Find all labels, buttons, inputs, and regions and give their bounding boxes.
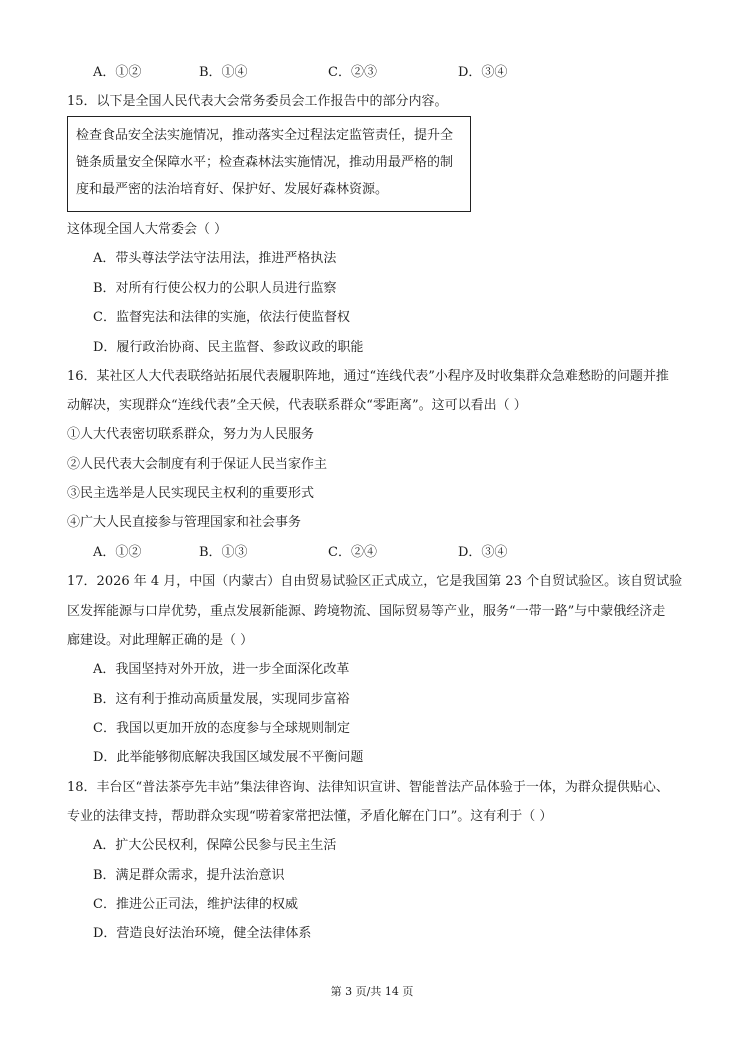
q15-quote-box xyxy=(67,116,471,212)
q15-option-a: A．带头尊法学法守法用法，推进严格执法 xyxy=(93,251,337,266)
q15-box-line: 检查食品安全法实施情况，推动落实全过程法定监管责任，提升全 xyxy=(76,128,454,143)
page-footer: 第 3 页/共 14 页 xyxy=(330,985,414,998)
q15-box-line: 链条质量安全保障水平；检查森林法实施情况，推动用最严格的制 xyxy=(76,155,454,170)
q14-option-b: B．①④ xyxy=(199,65,248,80)
q17-stem-line: 廊建设。对此理解正确的是（ ） xyxy=(67,633,254,648)
q16-statement-3: ③民主选举是人民实现民主权利的重要形式 xyxy=(67,486,315,501)
q16-statement-2: ②人民代表大会制度有利于保证人民当家作主 xyxy=(67,457,328,472)
q14-option-c: C．②③ xyxy=(328,65,377,80)
q18-stem-line: 专业的法律支持，帮助群众实现“唠着家常把法懂，矛盾化解在门口”。这有利于（ ） xyxy=(67,809,553,824)
q16-option-b: B．①③ xyxy=(199,545,248,560)
q16-statement-4: ④广大人民直接参与管理国家和社会事务 xyxy=(67,515,302,530)
q16-option-d: D．③④ xyxy=(458,545,508,560)
q16-statement-1: ①人大代表密切联系群众，努力为人民服务 xyxy=(67,427,315,442)
q16-stem-line: 动解决，实现群众“连线代表”全天候，代表联系群众“零距离”。这可以看出（ ） xyxy=(67,398,527,413)
q14-option-a: A．①② xyxy=(93,65,142,80)
q17-option-d: D．此举能够彻底解决我国区域发展不平衡问题 xyxy=(93,750,364,765)
q17-option-a: A．我国坚持对外开放，进一步全面深化改革 xyxy=(93,662,350,677)
q14-option-d: D．③④ xyxy=(458,65,508,80)
q15-option-c: C．监督宪法和法律的实施，依法行使监督权 xyxy=(93,310,350,325)
q18-option-c: C．推进公正司法，维护法律的权威 xyxy=(93,897,298,912)
q15-option-b: B．对所有行使公权力的公职人员进行监察 xyxy=(93,281,337,296)
q18-option-b: B．满足群众需求，提升法治意识 xyxy=(93,868,285,883)
q15-option-d: D．履行政治协商、民主监督、参政议政的职能 xyxy=(93,340,364,355)
q15-stem: 15．以下是全国人民代表大会常务委员会工作报告中的部分内容。 xyxy=(67,94,448,109)
q18-option-d: D．营造良好法治环境，健全法律体系 xyxy=(93,926,312,941)
q15-box-line: 度和最严密的法治培育好、保护好、发展好森林资源。 xyxy=(76,182,389,197)
q18-option-a: A．扩大公民权利，保障公民参与民主生活 xyxy=(93,838,337,853)
q17-option-c: C．我国以更加开放的态度参与全球规则制定 xyxy=(93,721,350,736)
q17-option-b: B．这有利于推动高质量发展，实现同步富裕 xyxy=(93,692,350,707)
q16-stem-line: 16．某社区人大代表联络站拓展代表履职阵地，通过“连线代表”小程序及时收集群众急难愁盼的问题并推 xyxy=(67,369,669,384)
q17-stem-line: 17．2026 年 4 月，中国（内蒙古）自由贸易试验区正式成立，它是我国第 23 个自贸试验区。该自贸试验 xyxy=(67,574,683,589)
q16-option-c: C．②④ xyxy=(328,545,377,560)
q16-option-a: A．①② xyxy=(93,545,142,560)
q18-stem-line: 18．丰台区“普法茶亭先丰站”集法律咨询、法律知识宣讲、智能普法产品体验于一体，为群众提供贴心、 xyxy=(67,780,669,795)
q15-question: 这体现全国人大常委会（ ） xyxy=(67,222,228,237)
q17-stem-line: 区发挥能源与口岸优势，重点发展新能源、跨境物流、国际贸易等产业，服务“一带一路”与中蒙俄经济走 xyxy=(67,604,666,619)
